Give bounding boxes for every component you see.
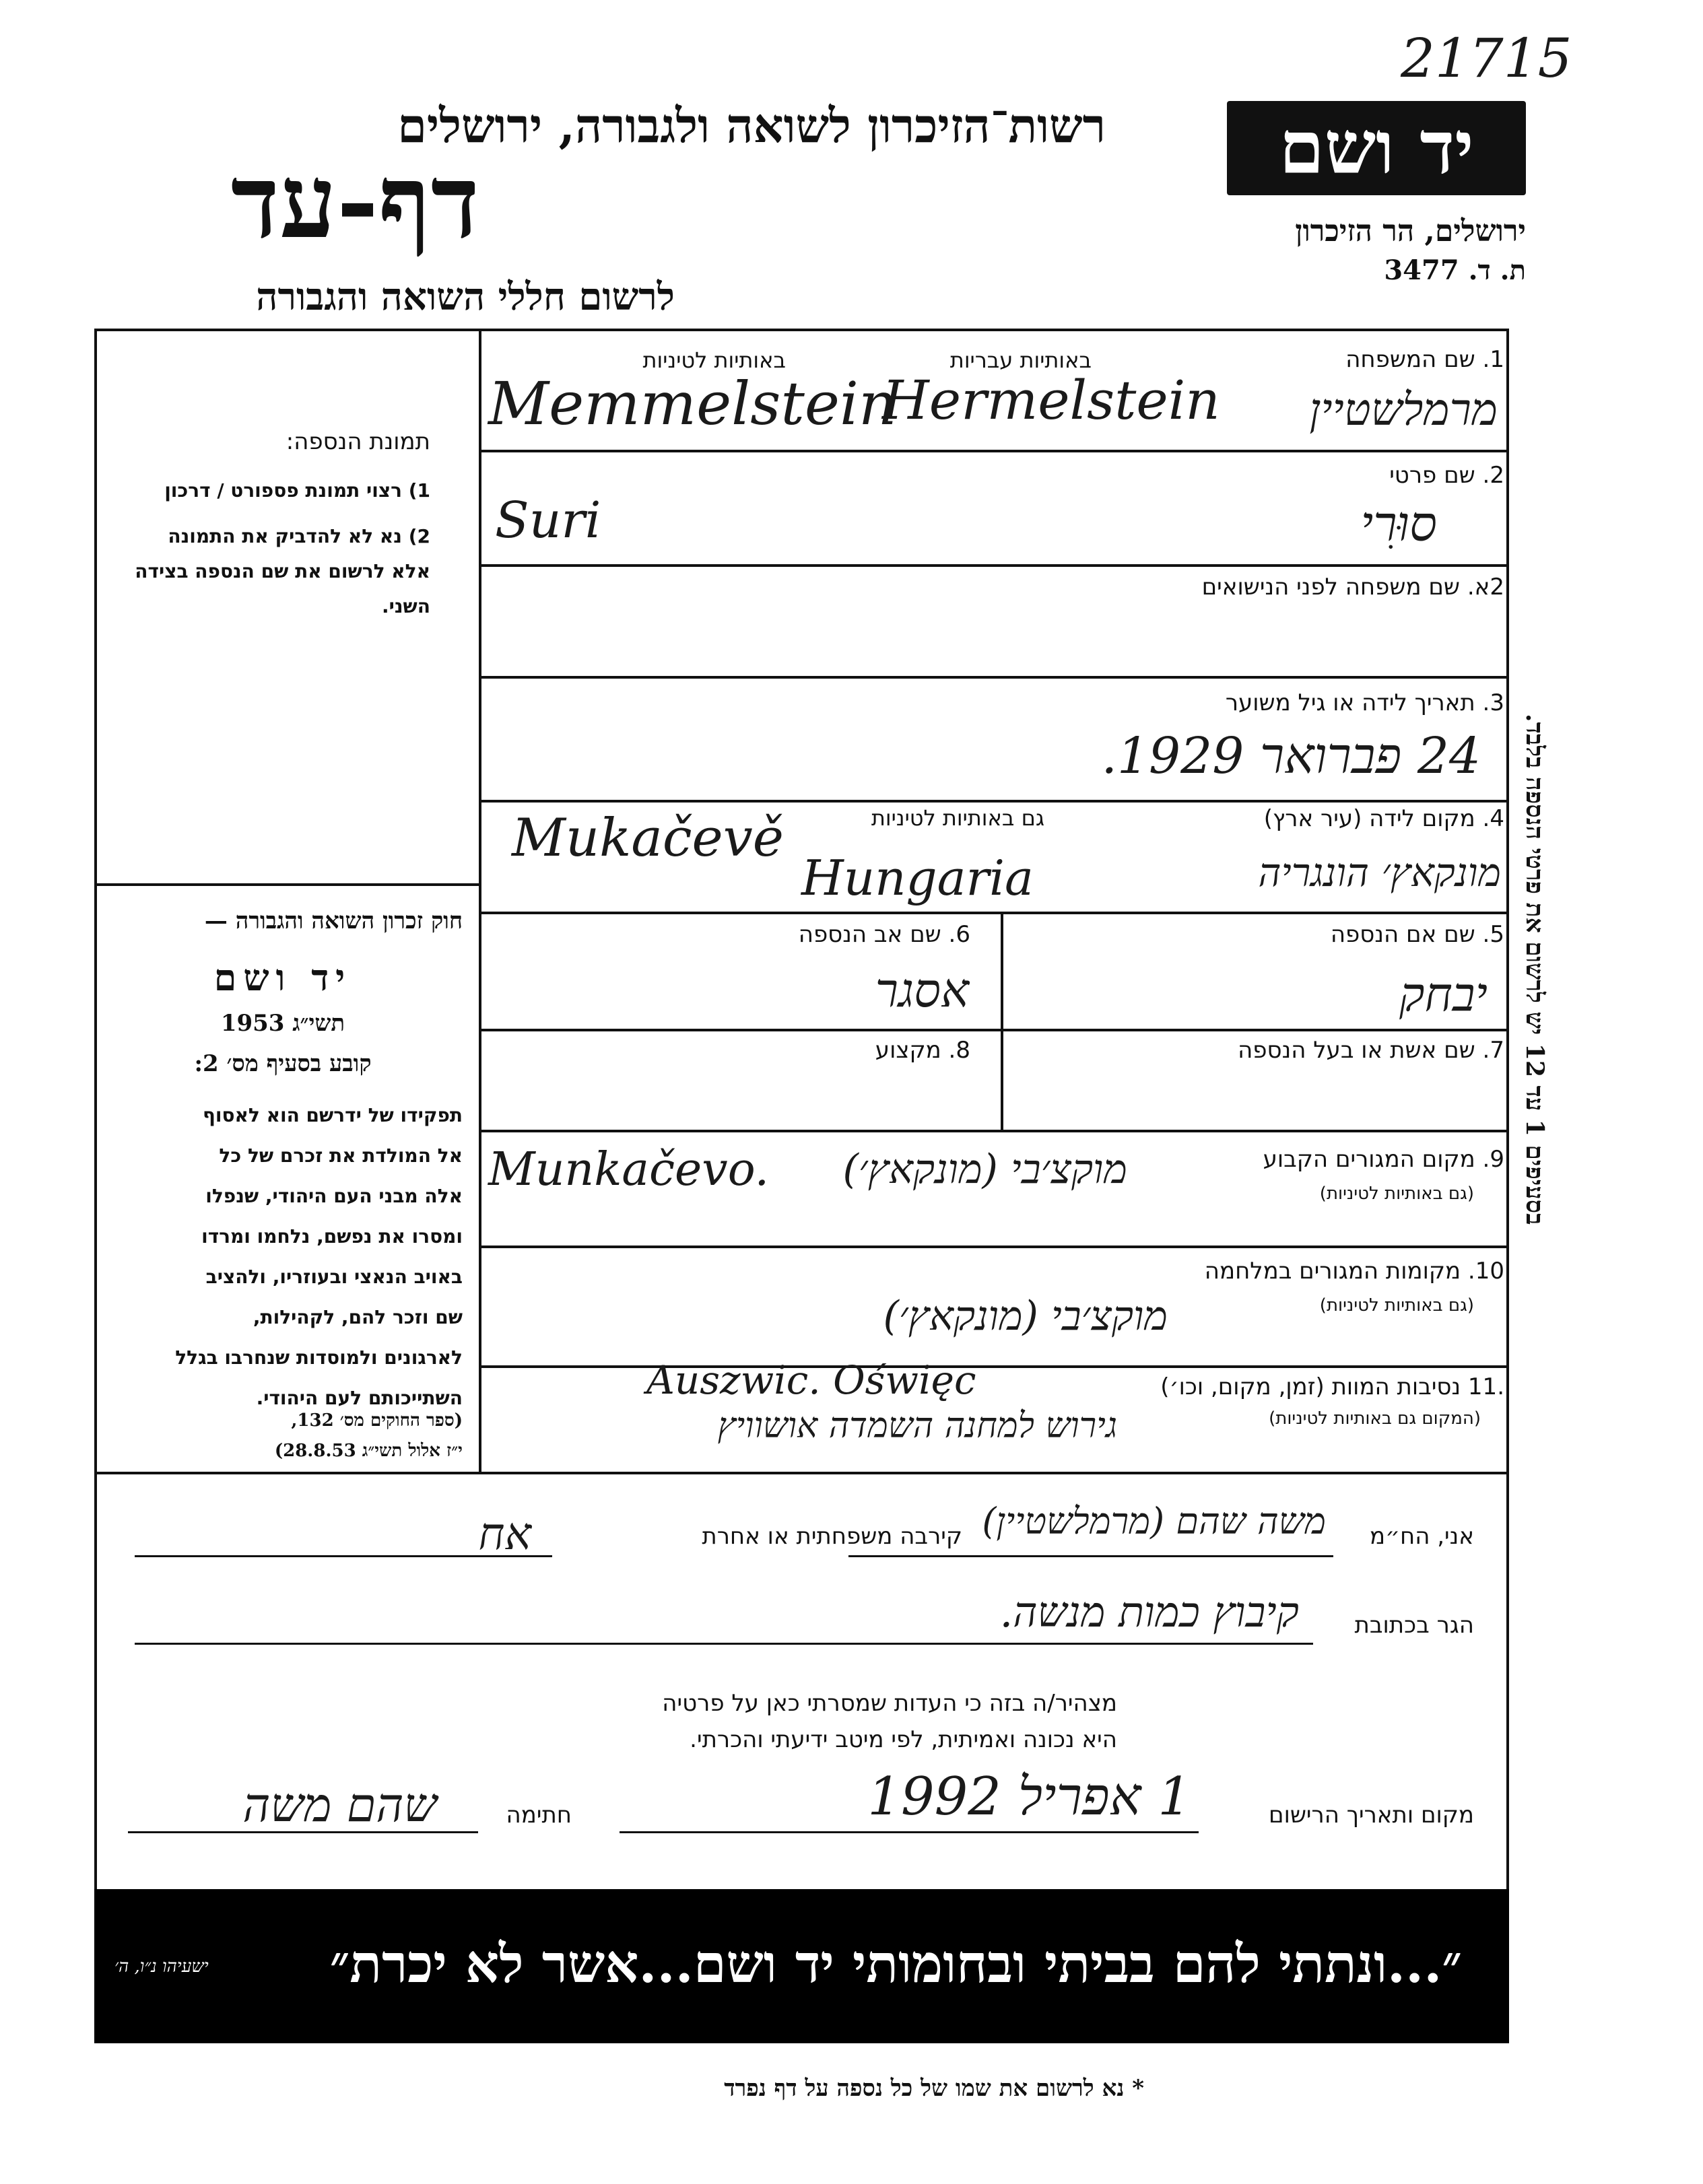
footnote: * נא לרשום את שמו של כל נספה על דף נפרד [724,2075,1144,2102]
field-3-label [1226,689,1504,716]
field-4-label [1264,805,1504,832]
registration-value: 1 אפריל 1992 [867,1767,1191,1827]
field-3-num: 3. [1482,689,1504,716]
field-9-value-hebrew: מוקצ׳בי (מונקאץ׳) [842,1146,1127,1193]
field-1-value-hebrew: מרמלשטיין [1309,384,1498,436]
field-2a-text: שם משפחה לפני הנישואים [1201,574,1460,601]
signature-value: שהם משה [242,1777,437,1833]
field-4-text: מקום לידה (עיר ארץ) [1263,805,1475,832]
field-4-value-country: Hungaria [801,850,1034,906]
field-10-text: מקומות המגורים במלחמה [1204,1258,1461,1285]
signature-label: חתימה [506,1802,572,1829]
field-7-text: שם אשת או בעל הנספה [1238,1037,1475,1064]
law-line-2: אל המולדת את זכרם של כל [219,1145,463,1167]
law-line-6: שם וזכר להם, לקהילות, [253,1306,463,1328]
field-2-value-latin: Suri [495,491,601,549]
form-title: דף-עד [230,143,479,261]
serial-number: 21715 [1401,27,1572,90]
law-line-4: ומסרו את נפשם, נלחמו ומרדו [201,1225,463,1248]
form-subtitle: לרשום חללי השואה והגבורה [256,275,675,319]
quote-banner [94,1889,1509,2043]
field-11-num: .11 [1467,1373,1504,1400]
relation-label: קירבה משפחתית או אחרת [702,1523,962,1550]
field-2-box [479,450,1509,567]
authority-heading: רשות־הזיכרון לשואה ולגבורה, ירושלים [397,98,1106,153]
field-4-value-hebrew: מונקאץ׳ הונגריה [1258,850,1501,895]
field-9-value-latin: Munkačevo. [488,1143,770,1196]
banner-source: ישעיהו נ״ו, ה׳ [114,1956,209,1977]
registration-place-label: מקום ותאריך הרישום [1269,1802,1474,1829]
logo-text: יד ושם [1279,106,1474,191]
field-2-value-hebrew: סוּרִי [1360,496,1437,552]
field-6-num: 6. [948,921,970,948]
field-1-value-latin: Memmelstein [488,369,897,438]
statement-line-2: היא נכונה ואמיתית, לפי מיטב ידיעתי והכרתי. [690,1726,1117,1753]
field-11-sub: (המקום גם באותיות לטיניות) [1269,1408,1481,1429]
field-7-num: 7. [1482,1037,1504,1064]
field-8-label [875,1037,970,1064]
field-2a-num: 2א. [1467,574,1504,601]
field-3-value: 24 פברואר 1929. [1101,727,1481,785]
field-2-text: שם פרטי [1389,462,1475,489]
law-name: יד ושם [213,956,352,999]
field-11-label [1160,1373,1504,1400]
field-1-num: 1. [1482,346,1504,373]
law-ref-2: י״ז אלול תשי״ג 28.8.53) [274,1441,463,1461]
left-column-divider [94,883,480,886]
field-10-label [1205,1258,1504,1285]
field-5-label [1331,921,1504,948]
law-line-5: באויב הנאצי ובעוזריו, ולהציב [205,1266,463,1288]
yad-vashem-logo [1227,101,1526,195]
photo-item-1: 1) רצוי תמונת פספורט / דרכון [164,479,430,502]
photo-title: תמונת הנספה: [286,428,430,455]
declarant-line [848,1555,1333,1557]
law-ref-1-text: (ספר החוקים מס׳ 132, [291,1410,463,1431]
declarant-label: אני, הח״מ [1370,1523,1474,1550]
field-10-num: 10. [1467,1258,1504,1285]
field-2-label [1389,462,1504,489]
address-value: קיבוץ כמות מנשה. [999,1588,1299,1637]
photo-item-2b: אלא לרשום את שם הנספה בצידה [135,560,430,582]
pobox: ת. ד. 3477 [1384,254,1526,286]
declarant-value: משה שהם (מרמלשטיין) [982,1500,1326,1542]
field-3-text: תאריך לידה או גיל משוער [1225,689,1475,716]
statement-line-1: מצהיר/ה בזה כי העדות שמסרתי כאן על פרטיה [662,1690,1117,1717]
field-5-text: שם אם הנספה [1330,921,1475,948]
field-5-value: יבחק [1399,967,1488,1022]
field-9-text: מקום המגורים הקבוע [1263,1146,1475,1173]
field-10-sub: (גם באותיות לטיניות) [1319,1295,1474,1316]
field-1-label [1345,346,1504,373]
field-8-text: מקצוע [875,1037,941,1064]
field-4-value-latin: Mukačevě [512,808,784,868]
address-label: הגר בכתובת [1354,1612,1474,1639]
address-line [135,1643,1313,1645]
field-1-heb-header: באותיות עבריות [949,347,1092,373]
address: ירושלים, הר הזיכרון [1295,214,1526,248]
field-4-num: 4. [1482,805,1504,832]
field-1-value-heb-col: Hermelstein [882,369,1220,432]
field-6-value: אסגר [875,963,969,1018]
law-year: תשי״ג 1953 [220,1010,345,1037]
law-line-8: השתייכותם לעם היהודי. [256,1387,463,1409]
banner-quote: ״...ונתתי להם בביתי ובחומותי יד ושם...אשר לא יכרת״ [329,1934,1462,1995]
photo-item-2c: השני. [381,595,430,617]
field-2-num: 2. [1482,462,1504,489]
registration-line [620,1831,1199,1833]
field-5-num: 5. [1482,921,1504,948]
field-9-sub: (גם באותיות לטיניות) [1319,1184,1474,1204]
field-9-label [1263,1146,1504,1173]
field-1-lat-header: באותיות לטיניות [642,347,786,373]
law-heading: חוק זכרון השואה והגבורה — [204,908,463,934]
law-line-7: לארגונים ולמוסדות שנחרבו בגלל [175,1346,463,1369]
field-6-text: שם אב הנספה [798,921,941,948]
field-2a-label [1202,574,1504,601]
field-11-value-hebrew: גירוש למחנה השמדה אושוויץ [717,1406,1117,1446]
photo-item-2a: 2) נא לא להדביק את התמונה [168,525,430,547]
law-clause: קובע בסעיף מס׳ 2: [194,1050,372,1077]
relation-value: אח [478,1508,531,1560]
field-8-num: 8. [948,1037,970,1064]
field-11-value-latin: Auszwic. Oświęc [646,1357,976,1403]
field-7-label [1238,1037,1504,1064]
law-line-1: תפקידו של ידרשם הוא לאסוף [202,1104,463,1126]
field-4-lat-header: גם באותיות לטיניות [871,805,1044,831]
field-10-value-hebrew: מוקצ׳בי (מונקאץ׳) [883,1293,1168,1340]
field-11-text: נסיבות המוות (זמן, מקום, וכו׳) [1160,1373,1461,1400]
field-9-num: 9. [1482,1146,1504,1173]
law-line-3: אלה מבני העם היהודי, שנפלו [205,1185,463,1207]
field-1-text: שם המשפחה [1345,346,1475,373]
field-6-label [799,921,970,948]
